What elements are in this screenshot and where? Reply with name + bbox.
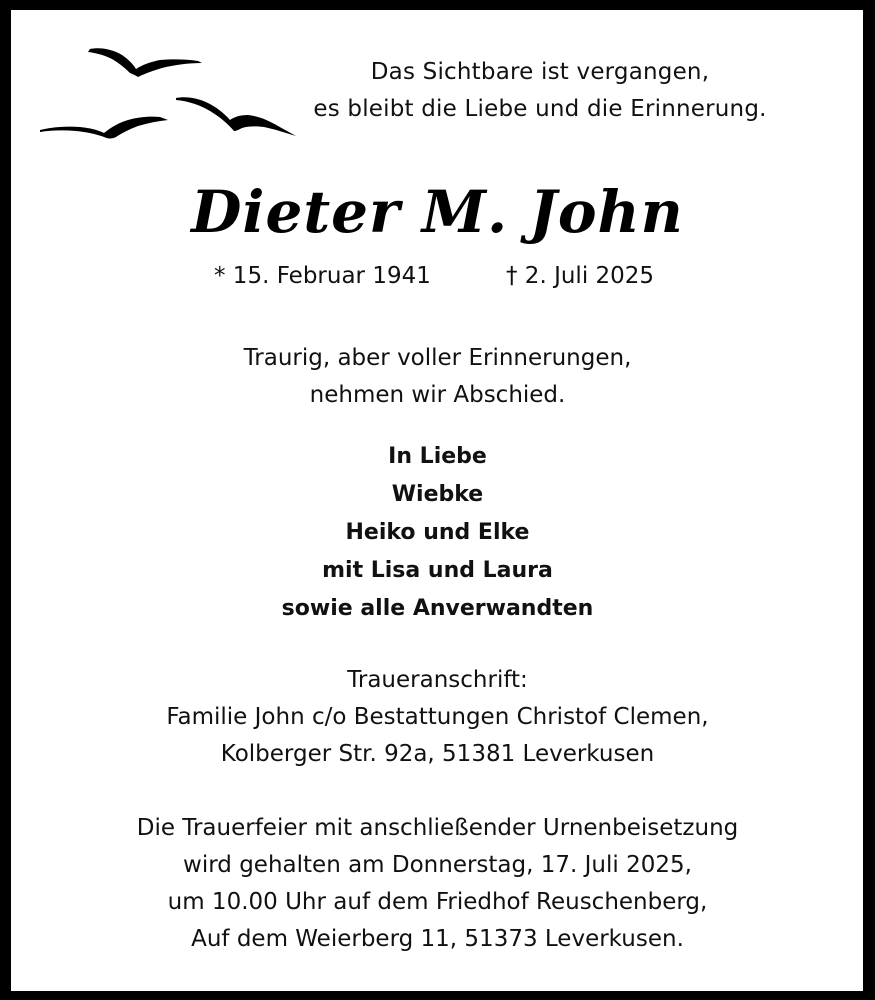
deceased-name: Dieter M. John xyxy=(191,178,684,246)
address-line: Kolberger Str. 92a, 51381 Leverkusen xyxy=(220,741,655,767)
condolence-address xyxy=(0,662,875,773)
mourning-line: Traurig, aber voller Erinnerungen, xyxy=(243,345,632,371)
family-signature xyxy=(0,438,875,628)
family-member: mit Lisa und Laura xyxy=(322,558,553,583)
death-date: † 2. Juli 2025 xyxy=(506,263,655,289)
family-member: Heiko und Elke xyxy=(345,520,530,545)
address-line: Familie John c/o Bestattungen Christof Clemen, xyxy=(166,704,709,730)
memorial-motto xyxy=(300,54,780,128)
address-heading: Traueranschrift: xyxy=(347,667,528,693)
mourning-line: nehmen wir Abschied. xyxy=(309,382,566,408)
family-intro: In Liebe xyxy=(388,444,487,469)
ceremony-line: Auf dem Weierberg 11, 51373 Leverkusen. xyxy=(191,926,684,952)
family-member: sowie alle Anverwandten xyxy=(281,596,594,621)
funeral-ceremony-info xyxy=(0,810,875,958)
mourning-text xyxy=(0,340,875,414)
flying-birds-icon xyxy=(38,40,300,145)
birth-date: * 15. Februar 1941 xyxy=(214,263,431,289)
motto-line: es bleibt die Liebe und die Erinnerung. xyxy=(313,96,767,122)
ceremony-line: um 10.00 Uhr auf dem Friedhof Reuschenberg, xyxy=(167,889,708,915)
ceremony-line: Die Trauerfeier mit anschließender Urnenbeisetzung xyxy=(136,815,739,841)
family-member: Wiebke xyxy=(391,482,484,507)
motto-line: Das Sichtbare ist vergangen, xyxy=(370,59,710,85)
ceremony-line: wird gehalten am Donnerstag, 17. Juli 2025, xyxy=(183,852,692,878)
